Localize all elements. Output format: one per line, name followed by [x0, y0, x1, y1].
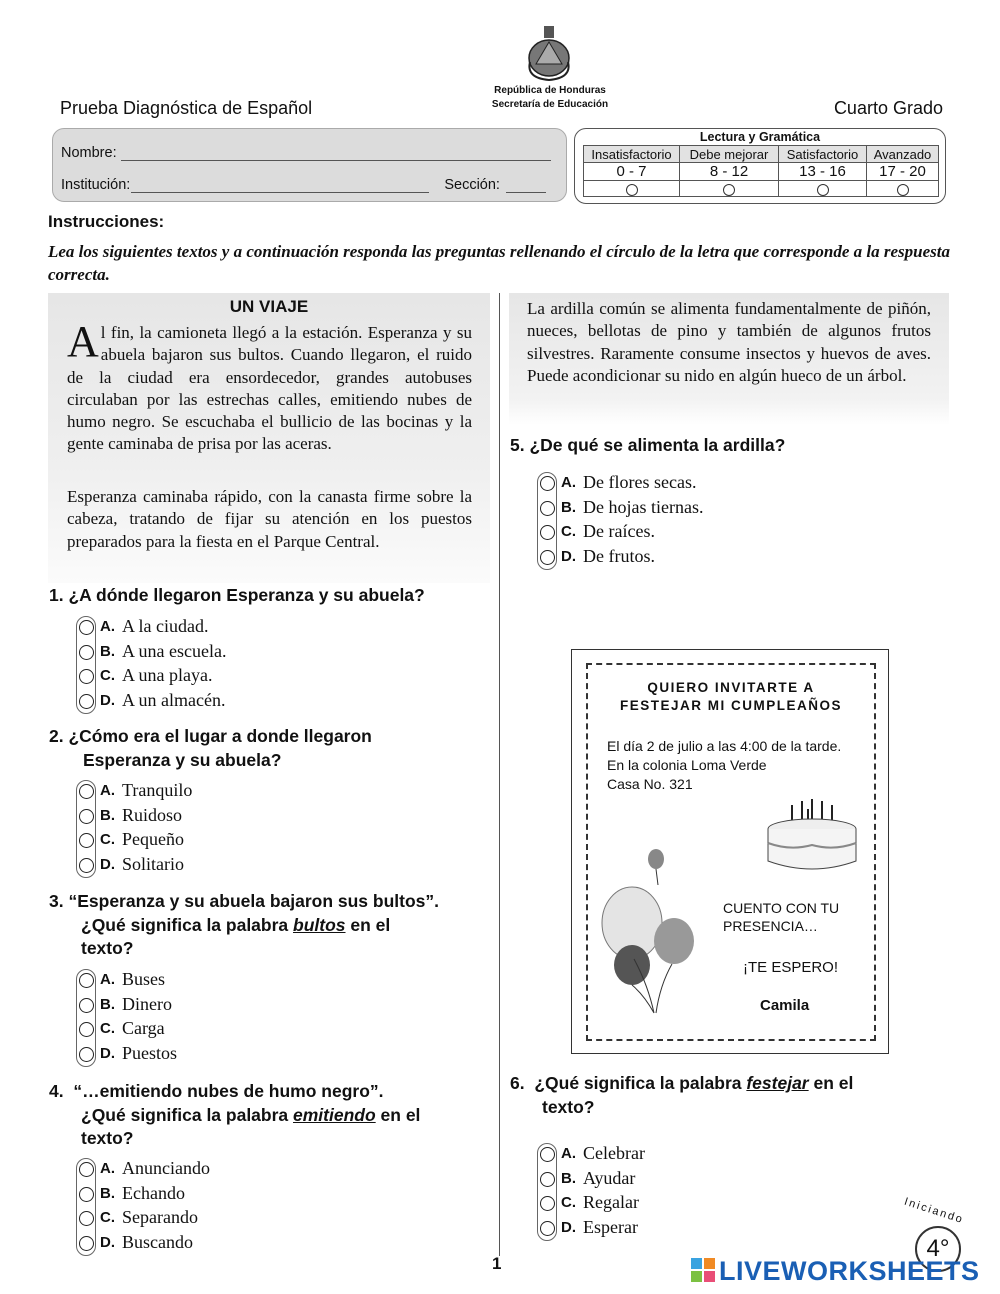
score-table — [583, 145, 939, 197]
option[interactable] — [76, 994, 396, 1019]
invitation-title-line2: FESTEJAR MI CUMPLEAÑOS — [619, 698, 842, 713]
answer-radio[interactable] — [79, 998, 94, 1013]
question-number: 4. — [49, 1081, 64, 1101]
option-text: Buscando — [122, 1231, 193, 1252]
option-letter: D. — [100, 855, 115, 873]
grade-badge: 4° — [915, 1226, 961, 1272]
options-q5 — [537, 472, 857, 570]
question-text: ¿De qué se alimenta la ardilla? — [529, 435, 786, 455]
answer-radio[interactable] — [540, 501, 555, 516]
option[interactable] — [76, 1183, 396, 1208]
page-number: 1 — [492, 1254, 502, 1273]
answer-radio[interactable] — [79, 1187, 94, 1202]
answer-radio[interactable] — [79, 1047, 94, 1062]
option-letter: C. — [100, 1020, 115, 1037]
question-5 — [510, 434, 785, 458]
question-number: 5. — [510, 435, 525, 455]
answer-radio[interactable] — [540, 1172, 555, 1187]
drop-cap: A — [67, 317, 99, 366]
option-letter: D. — [100, 1233, 115, 1251]
option[interactable] — [76, 641, 396, 666]
question-text-line3: texto? — [81, 938, 134, 958]
story-paragraph-2: Esperanza caminaba rápido, con la canasta firme sobre la cabeza, tratando de fijar su atención en los puestos preparados para la fiesta en el Parque Central. — [67, 487, 472, 551]
level-radio[interactable] — [817, 184, 829, 196]
level-radio[interactable] — [723, 184, 735, 196]
option-text: Carga — [122, 1018, 165, 1038]
institution-field[interactable] — [131, 179, 429, 193]
story-p1-text: l fin, la camioneta llegó a la estación. Esperanza y su abuela bajaron sus bultos. Cuando llegaron, el ruido de la ciudad era ensordecedor, grandes autobuses circulaban por las estrechas calles, emitiendo nubes de humo negro. Se escuchaba el bullicio de las bocinas y la gente caminaba de prisa por las aceras. — [67, 323, 472, 454]
question-text: ¿A dónde llegaron Esperanza y su abuela? — [68, 585, 425, 605]
option-letter: C. — [100, 1209, 115, 1226]
option-letter: B. — [100, 642, 115, 660]
question-text-line2-end: en el — [345, 914, 391, 935]
option-letter: A. — [100, 618, 115, 635]
level-name: Avanzado — [867, 146, 939, 163]
question-text-line3: texto? — [81, 1128, 134, 1148]
option-letter: C. — [100, 831, 115, 848]
option-text: Puestos — [122, 1042, 178, 1063]
invitation-details — [607, 737, 841, 794]
option-text: Ruidoso — [122, 804, 183, 825]
option-text: Dinero — [122, 993, 172, 1014]
institution-label: Institución: — [61, 177, 131, 193]
answer-radio[interactable] — [79, 833, 94, 848]
government-header — [460, 84, 640, 112]
score-box — [574, 128, 946, 204]
question-number: 3. — [49, 891, 64, 911]
answer-radio[interactable] — [79, 1236, 94, 1251]
option-letter: A. — [100, 782, 115, 799]
story-paragraph-1 — [67, 317, 472, 456]
option-letter: B. — [561, 1169, 576, 1187]
option[interactable] — [537, 1192, 857, 1217]
option[interactable] — [76, 805, 396, 830]
grade-title: Cuarto Grado — [833, 98, 943, 118]
level-range: 0 - 7 — [584, 163, 680, 181]
option-text: Buses — [122, 969, 166, 989]
option[interactable] — [537, 521, 857, 546]
option-text: De raíces. — [583, 521, 655, 541]
invitation-title-line1: QUIERO INVITARTE A — [647, 680, 815, 695]
option[interactable] — [76, 1207, 396, 1232]
question-text-line2-end: en el — [375, 1104, 421, 1125]
question-text-line2: ¿Qué significa la palabra — [81, 914, 294, 935]
option-text: Separando — [122, 1207, 198, 1227]
liveworksheets-logo[interactable] — [690, 1256, 980, 1287]
honduras-seal-icon — [522, 22, 576, 82]
option-letter: B. — [100, 995, 115, 1013]
section-label: Sección: — [444, 177, 500, 193]
option-text: Echando — [122, 1182, 185, 1203]
level-range: 17 - 20 — [867, 163, 939, 181]
question-number: 1. — [49, 585, 64, 605]
invitation-signature: Camila — [760, 997, 810, 1014]
invitation-house: Casa No. 321 — [607, 776, 693, 792]
option-letter: B. — [561, 498, 576, 516]
balloons-icon — [598, 845, 718, 1015]
options-q3 — [76, 969, 396, 1067]
section-field[interactable] — [506, 179, 546, 193]
squirrel-text: La ardilla común se alimenta fundamentalmente de piñón, nueces, bellotas de pino y también de algunos frutos silvestres. Raramente consume insectos y huevos de aves. Puede acondicionar su nido en algún hueco de un árbol. — [527, 299, 931, 385]
options-q1 — [76, 616, 396, 714]
option[interactable] — [537, 1168, 857, 1193]
answer-radio[interactable] — [79, 645, 94, 660]
option-text: De frutos. — [583, 545, 655, 566]
instructions-text: Lea los siguientes textos y a continuación responda las preguntas rellenando el círculo de la letra que corresponde a la respuesta correcta. — [48, 242, 950, 284]
key-word: emitiendo — [293, 1104, 376, 1125]
level-radio[interactable] — [897, 184, 909, 196]
question-number: 6. — [510, 1073, 525, 1093]
option[interactable] — [76, 969, 396, 994]
options-q2 — [76, 780, 396, 878]
option[interactable] — [76, 780, 396, 805]
name-field[interactable] — [121, 147, 551, 161]
option-text: Ayudar — [583, 1167, 636, 1188]
answer-radio[interactable] — [79, 809, 94, 824]
option-letter: A. — [100, 971, 115, 988]
level-name: Insatisfactorio — [584, 146, 680, 163]
option-text: A una escuela. — [122, 640, 227, 661]
question-4 — [49, 1080, 420, 1151]
question-text-line2: Esperanza y su abuela? — [83, 749, 282, 770]
option-text: A la ciudad. — [122, 616, 209, 636]
option-text: Celebrar — [583, 1143, 645, 1163]
option-letter: D. — [561, 1218, 576, 1236]
level-range: 13 - 16 — [779, 163, 867, 181]
option-text: Tranquilo — [122, 780, 193, 800]
answer-radio[interactable] — [540, 1196, 555, 1211]
birthday-invitation — [571, 649, 889, 1054]
birthday-cake-icon — [764, 795, 862, 875]
badge-label: Iniciando — [902, 1195, 966, 1227]
invitation-dashed-border — [586, 663, 876, 1041]
option[interactable] — [76, 829, 396, 854]
option-letter: D. — [100, 1044, 115, 1062]
invitation-presence — [723, 899, 839, 935]
option-text: A una playa. — [122, 665, 213, 685]
presence-line1: CUENTO CON TU — [723, 900, 840, 916]
question-number: 2. — [49, 726, 64, 746]
option[interactable] — [76, 665, 396, 690]
option[interactable] — [76, 1158, 396, 1183]
option-letter: B. — [100, 1184, 115, 1202]
answer-radio[interactable] — [540, 1147, 555, 1162]
option-text: De hojas tiernas. — [583, 496, 704, 517]
answer-radio[interactable] — [540, 476, 555, 491]
gov-line-2: Secretaría de Educación — [491, 99, 609, 110]
column-divider — [499, 293, 500, 1256]
option-letter: D. — [561, 547, 576, 565]
option-letter: C. — [561, 523, 576, 540]
option-text: Pequeño — [122, 829, 184, 849]
question-text-line2: ¿Qué significa la palabra — [81, 1104, 294, 1125]
option-text: Esperar — [583, 1216, 638, 1237]
option-text: Regalar — [583, 1192, 639, 1212]
answer-radio[interactable] — [79, 1211, 94, 1226]
invitation-date: El día 2 de julio a las 4:00 de la tarde. — [607, 738, 842, 754]
question-6 — [510, 1072, 853, 1119]
name-label: Nombre: — [61, 145, 117, 161]
option-letter: A. — [561, 474, 576, 491]
question-1 — [49, 584, 425, 608]
answer-radio[interactable] — [79, 1022, 94, 1037]
option-text: A un almacén. — [122, 689, 226, 710]
story-title: UN VIAJE — [229, 297, 309, 316]
level-name: Debe mejorar — [680, 146, 779, 163]
presence-line2: PRESENCIA… — [723, 918, 818, 934]
option[interactable] — [76, 854, 396, 879]
brand-text: LIVEWORKSHEETS — [719, 1256, 980, 1286]
key-word: festejar — [746, 1073, 809, 1093]
key-word: bultos — [293, 914, 346, 935]
student-info-box — [52, 128, 567, 202]
liveworksheets-icon — [690, 1257, 716, 1283]
instructions-heading: Instrucciones: — [48, 212, 165, 231]
option-letter: C. — [561, 1194, 576, 1211]
options-q4 — [76, 1158, 396, 1256]
level-name: Satisfactorio — [779, 146, 867, 163]
answer-radio[interactable] — [540, 525, 555, 540]
answer-radio[interactable] — [79, 973, 94, 988]
answer-radio[interactable] — [79, 858, 94, 873]
invitation-place: En la colonia Loma Verde — [607, 757, 767, 773]
option-letter: A. — [100, 1160, 115, 1177]
question-3 — [49, 890, 439, 961]
option[interactable] — [537, 1143, 857, 1168]
level-radio[interactable] — [626, 184, 638, 196]
option-letter: D. — [100, 691, 115, 709]
option[interactable] — [537, 546, 857, 571]
option-letter: B. — [100, 806, 115, 824]
answer-radio[interactable] — [79, 669, 94, 684]
option-text: Solitario — [122, 853, 184, 874]
question-text-end: en el — [808, 1073, 854, 1093]
answer-radio[interactable] — [79, 620, 94, 635]
level-range: 8 - 12 — [680, 163, 779, 181]
question-text-line2: texto? — [542, 1096, 595, 1117]
invitation-hope: ¡TE ESPERO! — [743, 959, 839, 976]
option[interactable] — [76, 690, 396, 715]
question-text: ¿Qué significa la palabra — [534, 1073, 747, 1093]
question-text: “…emitiendo nubes de humo negro”. — [73, 1081, 384, 1101]
option[interactable] — [76, 616, 396, 641]
answer-radio[interactable] — [79, 784, 94, 799]
score-title: Lectura y Gramática — [699, 130, 821, 144]
answer-radio[interactable] — [540, 550, 555, 565]
option[interactable] — [537, 472, 857, 497]
option[interactable] — [76, 1232, 396, 1257]
options-q6 — [537, 1143, 857, 1241]
question-text: “Esperanza y su abuela bajaron sus bultos”. — [68, 891, 440, 911]
question-text: ¿Cómo era el lugar a donde llegaron — [68, 726, 372, 746]
test-title: Prueba Diagnóstica de Español — [60, 98, 313, 118]
option[interactable] — [537, 497, 857, 522]
answer-radio[interactable] — [79, 694, 94, 709]
invitation-title — [588, 679, 874, 715]
option[interactable] — [76, 1018, 396, 1043]
option[interactable] — [537, 1217, 857, 1242]
answer-radio[interactable] — [540, 1221, 555, 1236]
question-2 — [49, 725, 372, 772]
option-text: De flores secas. — [583, 472, 697, 492]
option-letter: A. — [561, 1145, 576, 1162]
answer-radio[interactable] — [79, 1162, 94, 1177]
option-text: Anunciando — [122, 1158, 210, 1178]
gov-line-1: República de Honduras — [494, 85, 606, 96]
option[interactable] — [76, 1043, 396, 1068]
option-letter: C. — [100, 667, 115, 684]
